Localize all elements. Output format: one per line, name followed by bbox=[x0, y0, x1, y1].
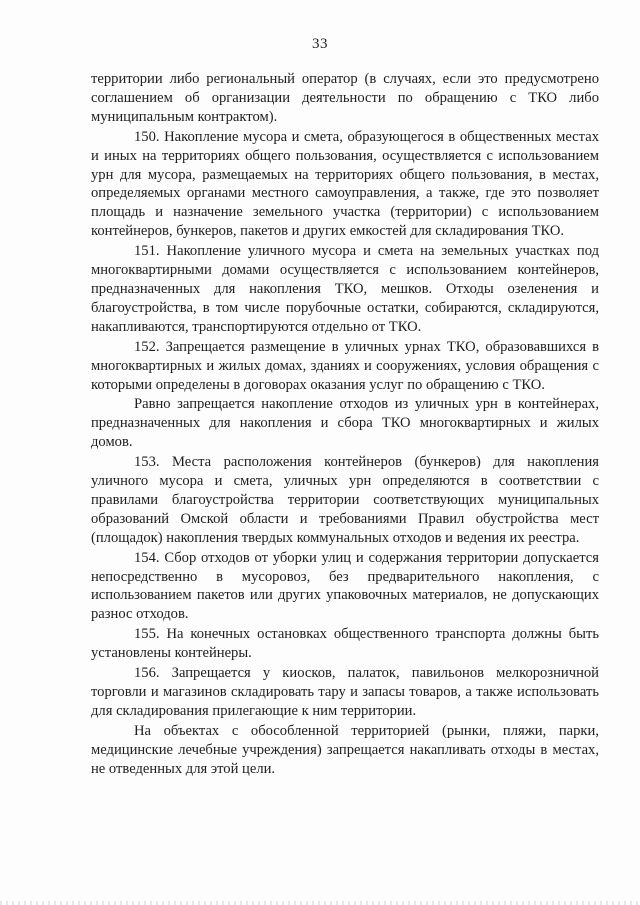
document-body bbox=[91, 70, 599, 779]
paragraph-continuation: территории либо региональный оператор (в случаях, если это предусмотрено соглашением об организации деятельности по обращению с ТКО либо муниципальным контрактом). bbox=[91, 71, 599, 125]
paragraph-152-addendum: Равно запрещается накопление отходов из уличных урн в контейнерах, предназначенных для накопления и сбора ТКО многоквартирных и жилых домов. bbox=[91, 396, 599, 451]
paragraph-156-addendum: На объектах с обособленной территорией (рынки, пляжи, парки, медицинские лечебные учреждения) запрещается накапливать отходы в местах, не отведенных для этой цели. bbox=[91, 722, 599, 777]
scan-edge-artifact bbox=[0, 901, 640, 905]
paragraph-150: 150. Накопление мусора и смета, образующегося в общественных местах и иных на территориях общего пользования, осуществляется с использованием урн для мусора, размещаемых на территориях общего пользования, в местах, определяемых органами местного самоуправления, а также, где это позволяет площадь и назначение земельного участка (территории) с использованием контейнеров, бункеров, пакетов и других емкостей для складирования ТКО. bbox=[91, 128, 599, 240]
paragraph-154: 154. Сбор отходов от уборки улиц и содержания территории допускается непосредственно в мусоровоз, без предварительного накопления, с использованием пакетов или других упаковочных материалов, не допускающих разнос отходов. bbox=[91, 549, 599, 623]
paragraph-152: 152. Запрещается размещение в уличных урнах ТКО, образовавшихся в многоквартирных и жилых домах, зданиях и сооружениях, условия обращения с которыми определены в договорах оказания услуг по обращению с ТКО. bbox=[91, 338, 599, 393]
page-number: 33 bbox=[312, 36, 328, 52]
paragraph-155: 155. На конечных остановках общественного транспорта должны быть установлены контейнеры. bbox=[91, 626, 599, 662]
paragraph-151: 151. Накопление уличного мусора и смета на земельных участках под многоквартирными домами осуществляется с использованием контейнеров, предназначенных для накопления ТКО, мешков. Отходы озеленения и благоустройства, в том числе порубочные остатки, собираются, складируются, накапливаются, транспортируются отдельно от ТКО. bbox=[91, 243, 599, 335]
paragraph-153: 153. Места расположения контейнеров (бункеров) для накопления уличного мусора и смета, уличных урн определяются в соответствии с правилами благоустройства территории соответствующих муниципальных образований Омской области и требованиями Правил обустройства мест (площадок) накопления твердых коммунальных отходов и ведения их реестра. bbox=[91, 454, 599, 546]
paragraph-156: 156. Запрещается у киосков, палаток, павильонов мелкорозничной торговли и магазинов складировать тару и запасы товаров, а также использовать для складирования прилегающие к ним территории. bbox=[91, 665, 599, 719]
